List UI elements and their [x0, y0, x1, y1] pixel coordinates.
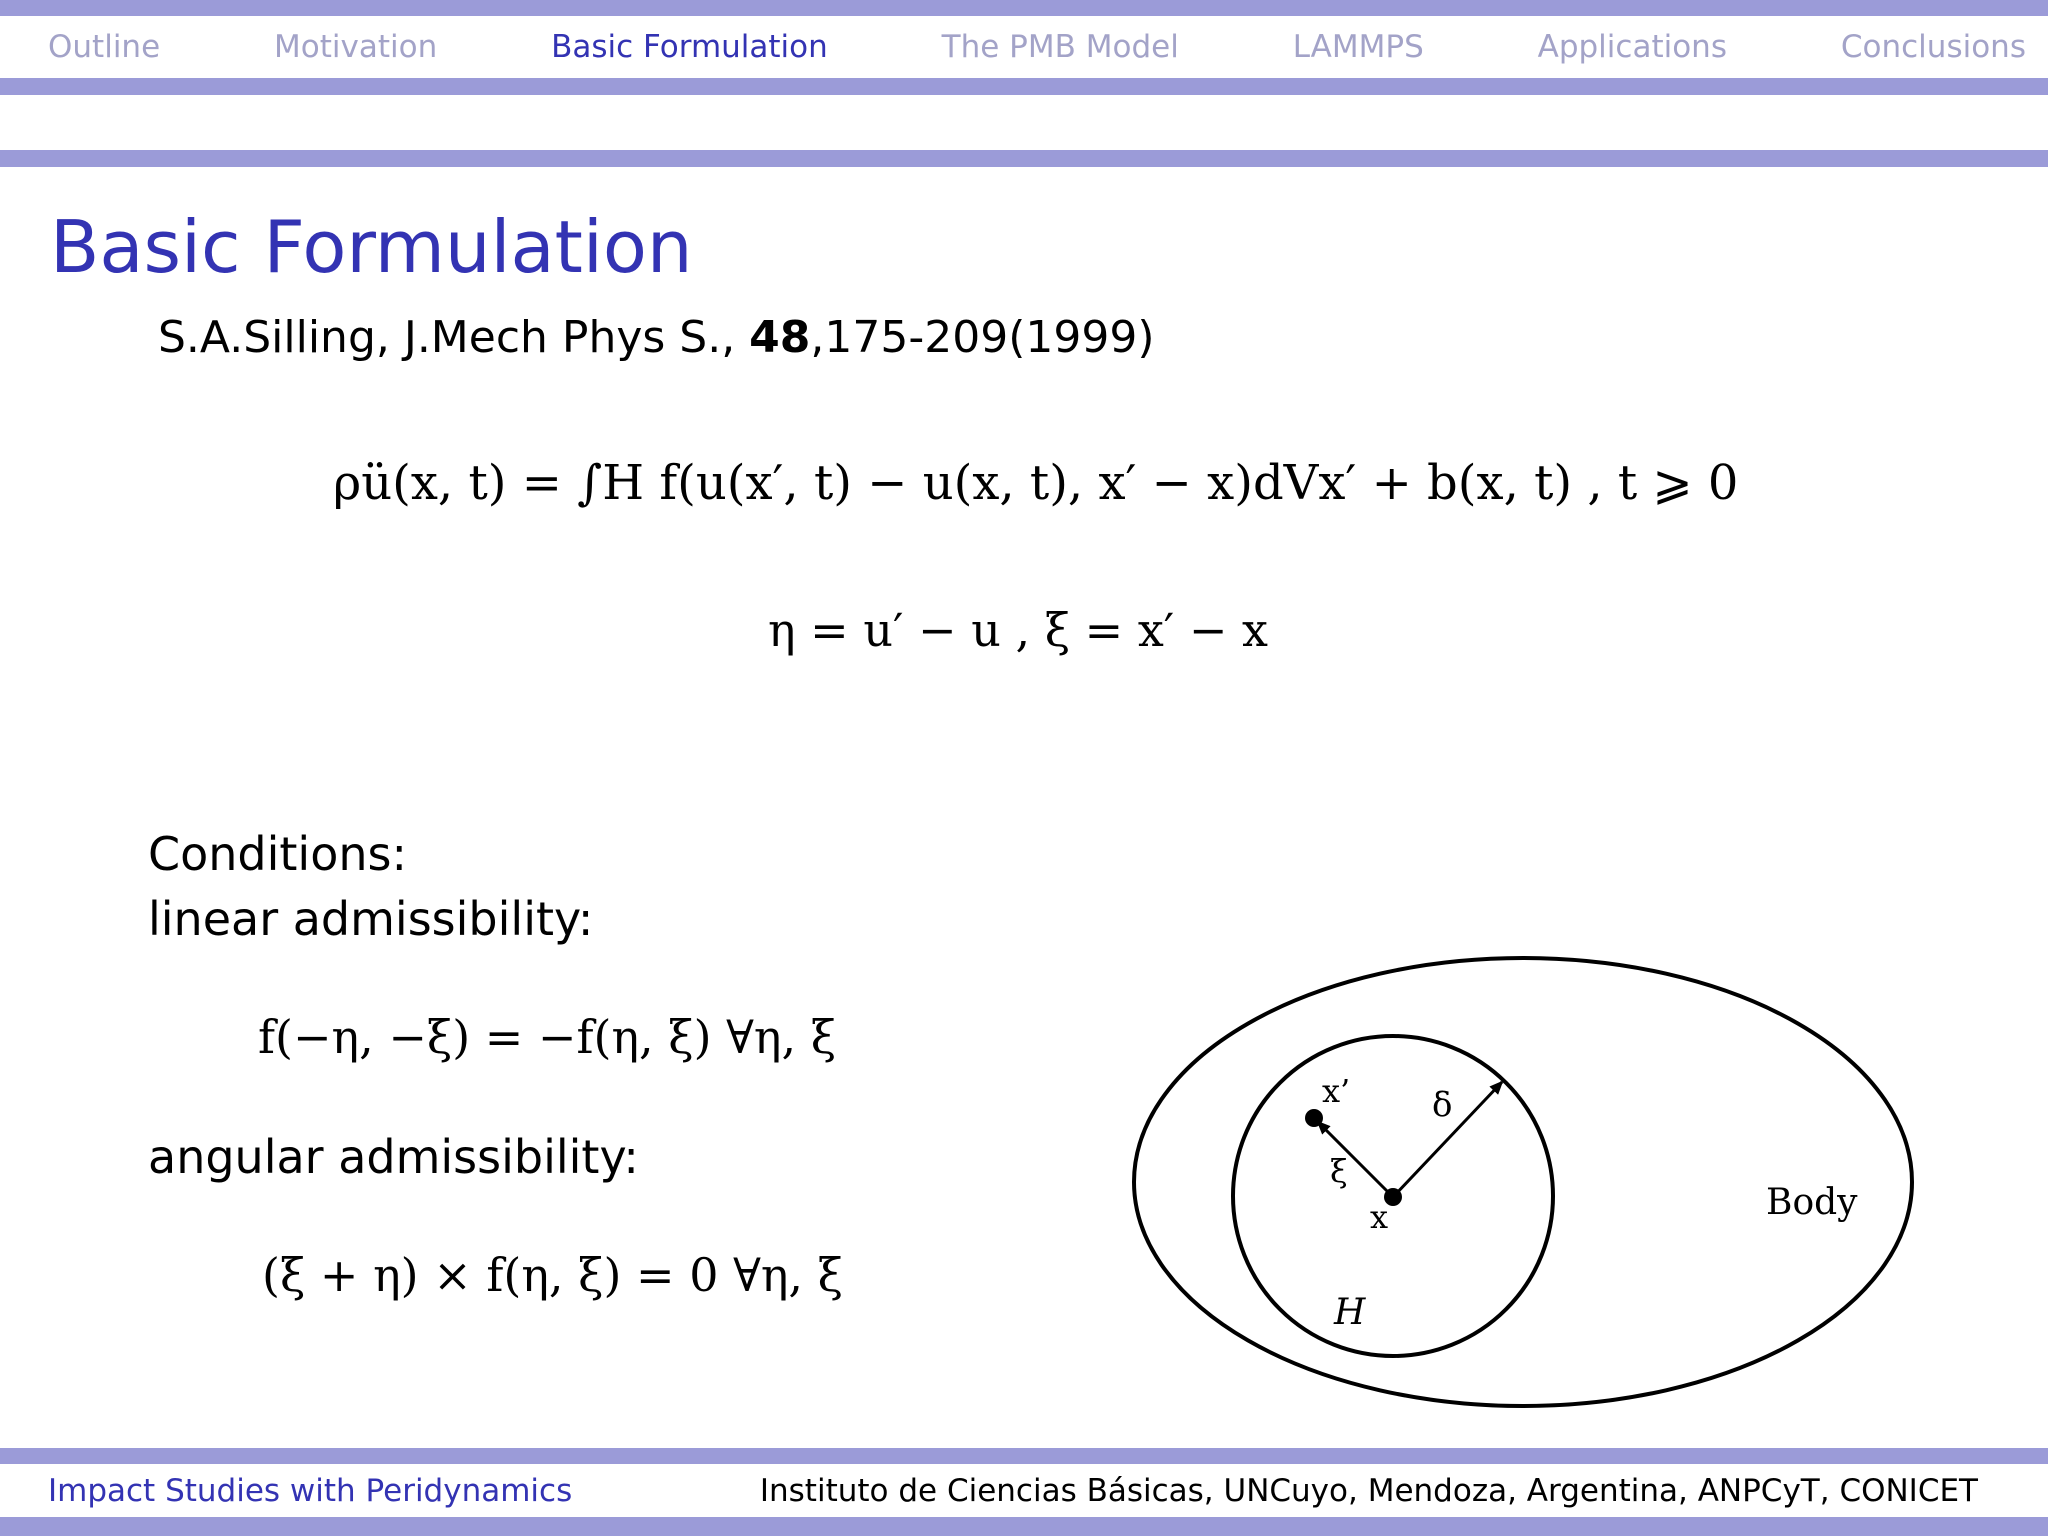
equation-of-motion: ρü(x, t) = ∫H f(u(x′, t) − u(x, t), x′ − x)dVx′ + b(x, t) , t ⩾ 0	[333, 455, 1739, 511]
reference-citation	[158, 312, 1155, 363]
nav-item-pmb-model[interactable]: The PMB Model	[941, 29, 1179, 65]
point-x-label: x	[1370, 1198, 1389, 1236]
radius-label: δ	[1432, 1085, 1453, 1125]
nav-item-applications[interactable]: Applications	[1537, 29, 1727, 65]
header-subsection-bar	[0, 150, 2048, 167]
point-xprime-dot	[1305, 1109, 1323, 1127]
footer-top-bar	[0, 1448, 2048, 1464]
angular-admissibility-equation: (ξ + η) × f(η, ξ) = 0 ∀η, ξ	[262, 1248, 843, 1302]
horizon-label: H	[1334, 1292, 1366, 1333]
footer-bottom-bar	[0, 1517, 2048, 1536]
linear-admissibility-equation: f(−η, −ξ) = −f(η, ξ) ∀η, ξ	[258, 1010, 837, 1064]
nav-item-outline[interactable]: Outline	[48, 29, 161, 65]
header-top-bar	[0, 0, 2048, 16]
body-label: Body	[1766, 1182, 1858, 1223]
nav-item-conclusions[interactable]: Conclusions	[1840, 29, 2026, 65]
footer-institution: Instituto de Ciencias Básicas, UNCuyo, Mendoza, Argentina, ANPCyT, CONICET	[759, 1473, 1978, 1509]
nav-item-basic-formulation[interactable]: Basic Formulation	[551, 29, 828, 65]
equation-definitions: η = u′ − u , ξ = x′ − x	[768, 603, 1268, 657]
bond-label: ξ	[1330, 1152, 1348, 1190]
angular-admissibility-label: angular admissibility:	[148, 1130, 639, 1184]
point-xprime-label: x’	[1322, 1072, 1351, 1110]
peridynamic-horizon-diagram	[1120, 950, 1920, 1420]
nav-item-motivation[interactable]: Motivation	[274, 29, 438, 65]
slide-title: Basic Formulation	[50, 205, 693, 289]
header-divider-bar	[0, 78, 2048, 95]
footer-presentation-title: Impact Studies with Peridynamics	[48, 1473, 573, 1509]
reference-pages-year: ,175-209(1999)	[810, 312, 1155, 363]
reference-authors: S.A.Silling, J.Mech Phys S.,	[158, 312, 750, 363]
conditions-label: Conditions:	[148, 827, 407, 881]
nav-item-lammps[interactable]: LAMMPS	[1292, 29, 1424, 65]
section-nav	[0, 16, 2048, 78]
linear-admissibility-label: linear admissibility:	[148, 892, 594, 946]
reference-volume: 48	[749, 312, 811, 363]
